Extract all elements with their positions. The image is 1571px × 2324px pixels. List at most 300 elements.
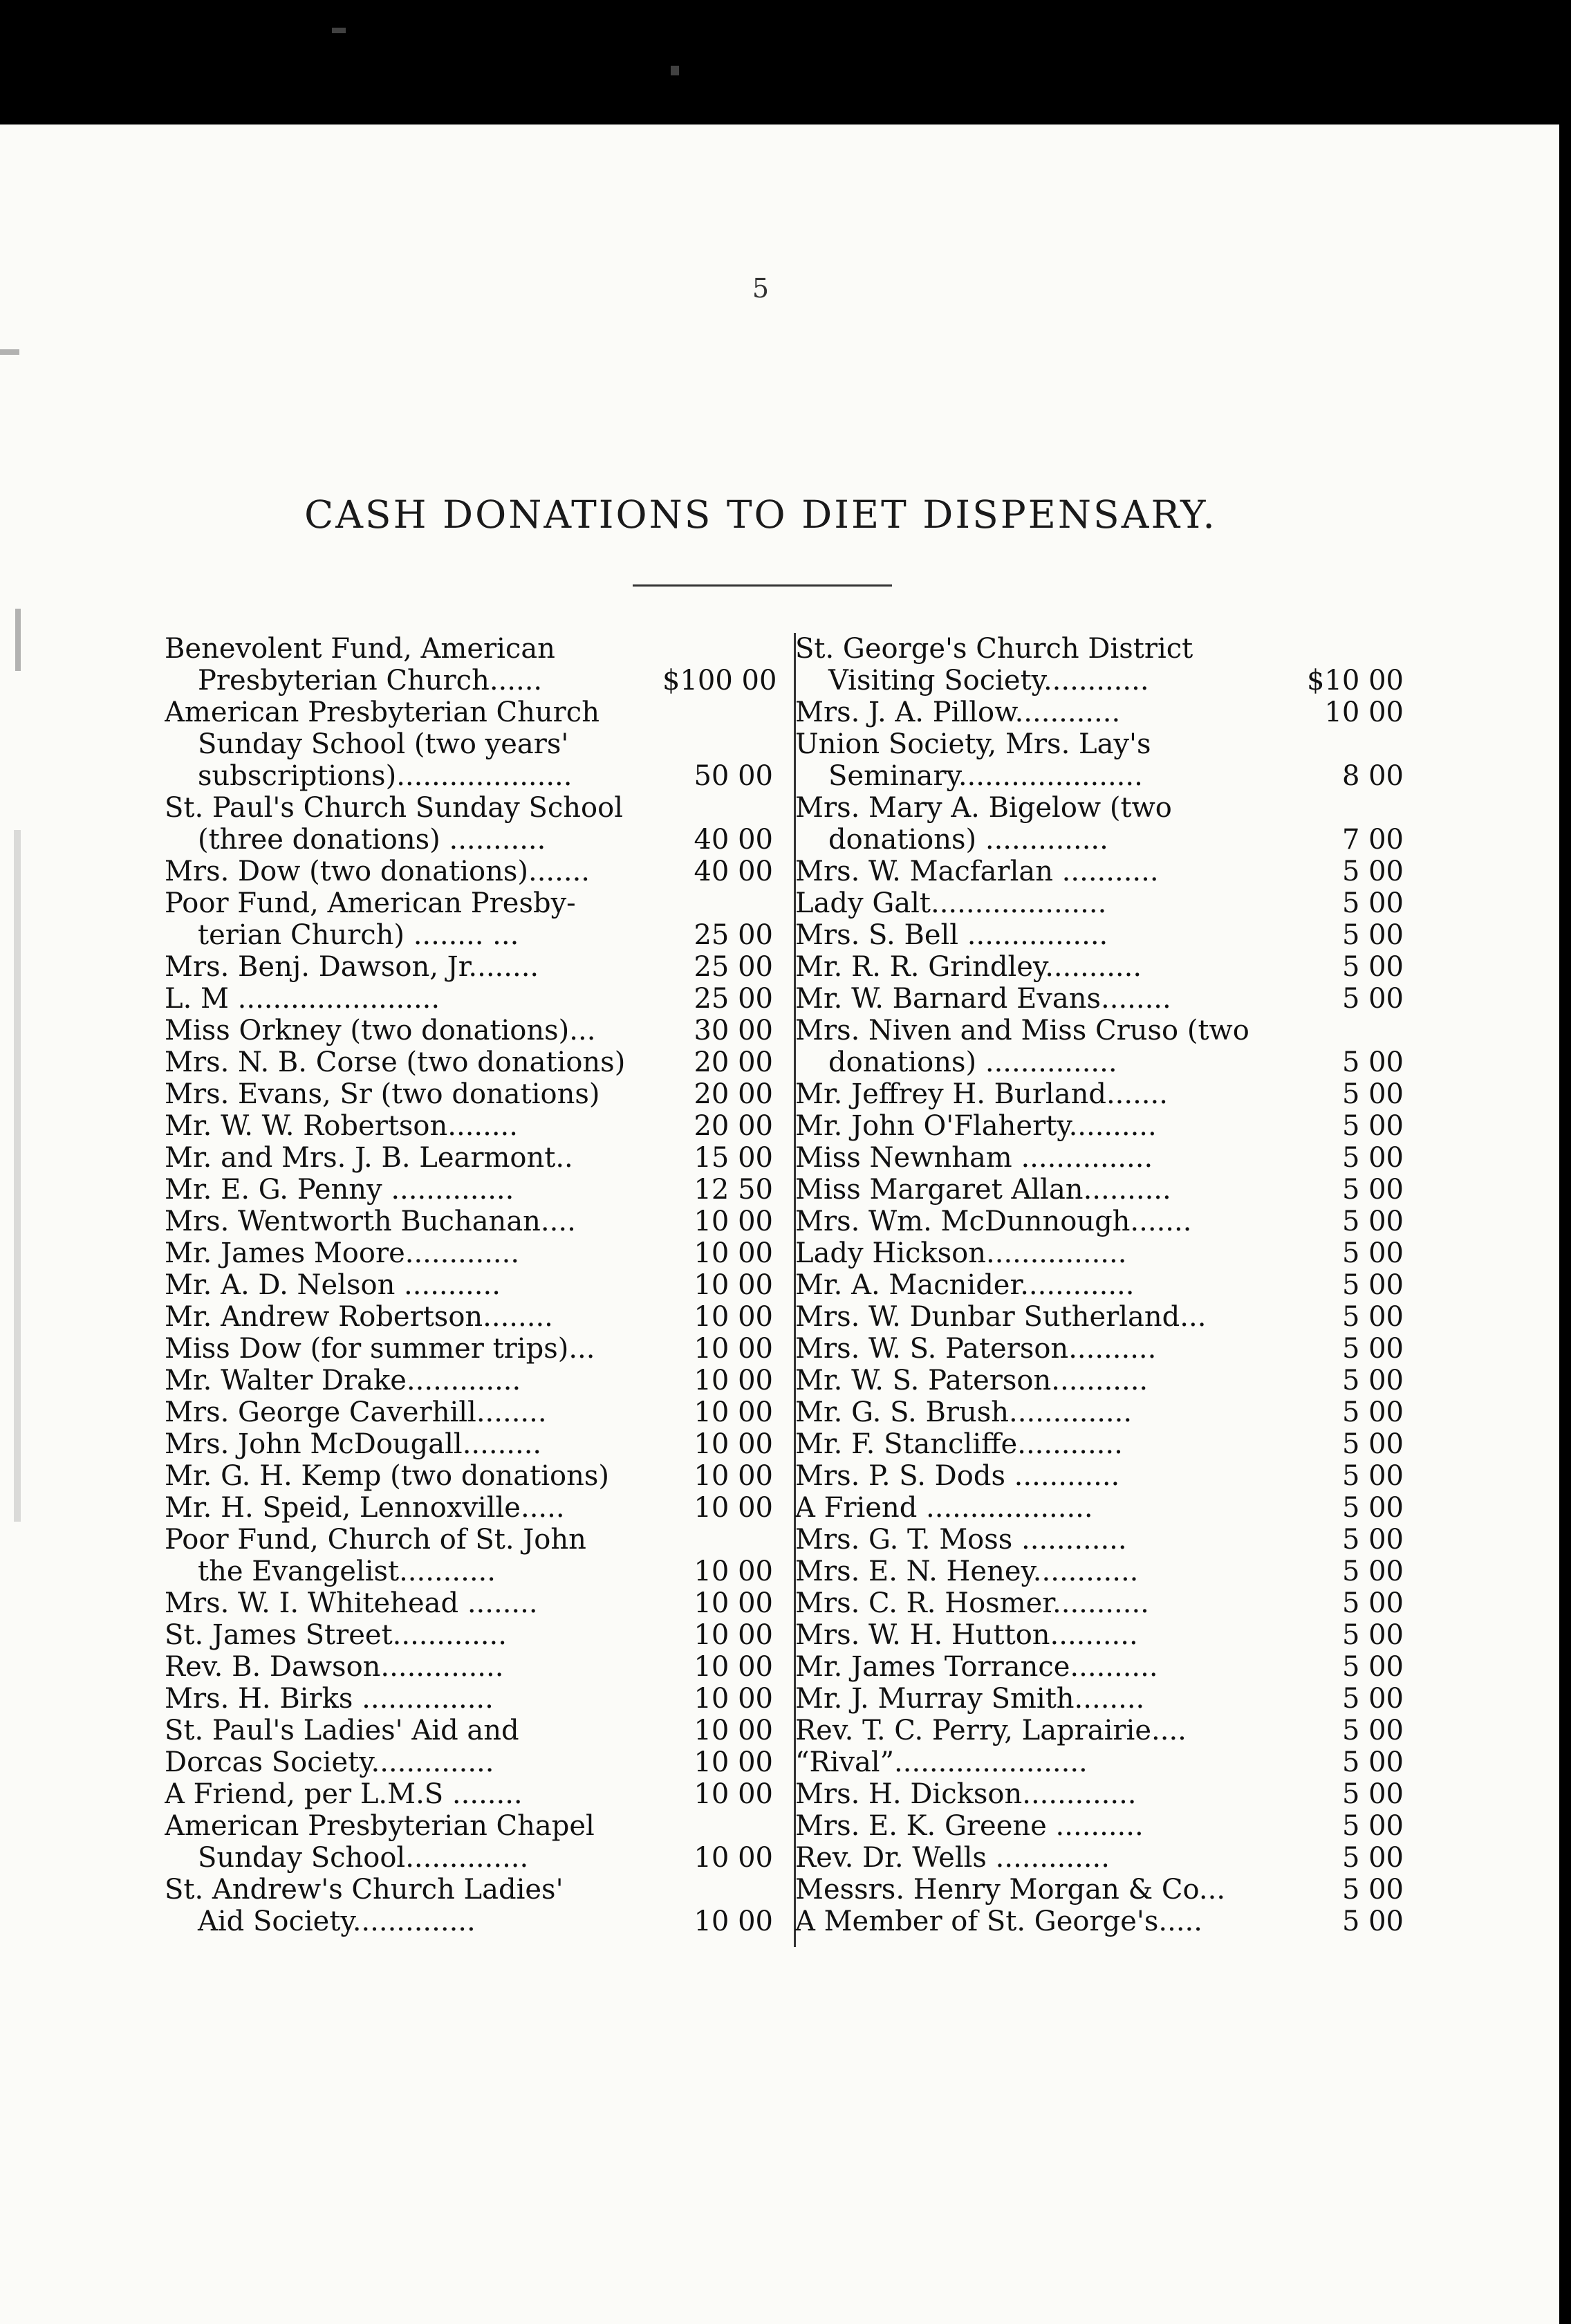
donor-name-line: Sunday School.............. — [198, 1842, 529, 1874]
donation-amount: 5 00 — [1341, 1492, 1404, 1524]
donor-name-line: Miss Orkney (two donations)... — [165, 1015, 596, 1046]
donor-name-line: A Friend ................... — [795, 1492, 1093, 1524]
donor-name — [795, 1078, 1293, 1110]
donation-amount: 5 00 — [1341, 1333, 1404, 1365]
donor-name-line: Miss Newnham ............... — [795, 1142, 1153, 1174]
donation-amount: 30 00 — [694, 1015, 773, 1046]
donation-entry — [795, 1587, 1404, 1619]
donation-entry — [795, 1110, 1404, 1142]
donor-name-line: subscriptions).................... — [198, 760, 573, 792]
donor-name-line: Mrs. G. T. Moss ............ — [795, 1524, 1127, 1556]
donation-amount: 10 00 — [694, 1301, 773, 1333]
donation-entry — [795, 1428, 1404, 1460]
donation-entry — [165, 1046, 773, 1078]
donor-name — [795, 887, 1293, 919]
donor-name-line: Lady Hickson................ — [795, 1237, 1127, 1269]
donation-entry — [165, 1651, 773, 1683]
donor-name-line: Union Society, Mrs. Lay's — [795, 728, 1151, 760]
donor-name — [795, 1683, 1293, 1715]
donation-entry — [165, 792, 773, 856]
donor-name-line: Mrs. George Caverhill........ — [165, 1396, 547, 1428]
donation-amount: 10 00 — [694, 1460, 773, 1492]
donation-amount: 10 00 — [694, 1906, 773, 1937]
donor-name-line: Mr. G. H. Kemp (two donations) — [165, 1460, 609, 1492]
donation-entry — [795, 1524, 1404, 1556]
donation-entry — [795, 697, 1404, 728]
donor-name-line: Poor Fund, Church of St. John — [165, 1524, 586, 1556]
donation-entry — [165, 633, 777, 697]
donor-name-line: Rev. Dr. Wells ............. — [795, 1842, 1110, 1874]
donor-name — [795, 1174, 1293, 1206]
donation-entry — [795, 983, 1404, 1015]
donor-name-line: Mrs. E. K. Greene .......... — [795, 1810, 1144, 1842]
donor-name — [795, 1396, 1293, 1428]
donor-name-line: Mrs. Wentworth Buchanan.... — [165, 1206, 576, 1237]
donor-name — [795, 697, 1293, 728]
donor-name-line: Lady Galt.................... — [795, 887, 1107, 919]
donor-name-line: donations) .............. — [828, 824, 1108, 856]
donation-entry — [165, 1874, 773, 1937]
donor-name — [165, 1301, 662, 1333]
donation-amount: 5 00 — [1341, 1524, 1404, 1556]
donation-amount: 10 00 — [694, 1333, 773, 1365]
donor-name-line: American Presbyterian Chapel — [165, 1810, 595, 1842]
donor-name — [795, 983, 1293, 1015]
donation-amount: 10 00 — [694, 1715, 773, 1746]
donation-amount: 5 00 — [1341, 919, 1404, 951]
left-donation-column — [165, 633, 777, 1937]
donor-name-line: Mr. James Torrance.......... — [795, 1651, 1158, 1683]
donor-name-line: “Rival”...................... — [795, 1746, 1088, 1778]
donor-name-line: Mr. H. Speid, Lennoxville..... — [165, 1492, 565, 1524]
donor-name-line: St. James Street............. — [165, 1619, 507, 1651]
donation-entry — [795, 1365, 1404, 1396]
title-rule — [633, 584, 892, 587]
donor-name — [795, 1810, 1293, 1842]
donation-amount: 5 00 — [1341, 1460, 1404, 1492]
donor-name — [165, 1874, 662, 1937]
donor-name — [165, 1460, 662, 1492]
donation-amount: 10 00 — [694, 1778, 773, 1810]
donor-name — [795, 1874, 1293, 1906]
scan-artifact — [15, 609, 21, 671]
donor-name-line: Mrs. C. R. Hosmer........... — [795, 1587, 1149, 1619]
donor-name — [795, 1015, 1293, 1078]
donor-name-line: Visiting Society............ — [828, 665, 1149, 697]
donor-name-line: A Friend, per L.M.S ........ — [165, 1778, 523, 1810]
donor-name — [795, 1587, 1293, 1619]
donor-name-line: L. M ....................... — [165, 983, 440, 1015]
donor-name-line: Mr. W. W. Robertson........ — [165, 1110, 518, 1142]
donation-entry — [795, 1333, 1404, 1365]
donor-name-line: Mrs. S. Bell ................ — [795, 919, 1108, 951]
scan-artifact — [14, 830, 21, 1522]
donation-entry — [165, 1174, 773, 1206]
donation-amount: 15 00 — [694, 1142, 773, 1174]
scan-artifact — [0, 349, 19, 355]
scan-artifact — [671, 66, 679, 75]
donor-name — [165, 1269, 662, 1301]
donation-entry — [795, 728, 1404, 792]
donation-amount: 5 00 — [1341, 1365, 1404, 1396]
donor-name-line: St. Paul's Ladies' Aid and — [165, 1715, 519, 1746]
donor-name-line: Mrs. E. N. Heney............ — [795, 1556, 1139, 1587]
donor-name — [795, 1237, 1293, 1269]
donation-amount: 5 00 — [1341, 1810, 1404, 1842]
donation-entry — [165, 1237, 773, 1269]
right-donation-column — [795, 633, 1404, 1937]
donation-entry — [165, 856, 773, 887]
donation-amount: 10 00 — [694, 1842, 773, 1874]
donor-name — [165, 1174, 662, 1206]
donor-name — [795, 1269, 1293, 1301]
donation-entry — [795, 1174, 1404, 1206]
donor-name — [795, 1715, 1293, 1746]
donor-name-line: Poor Fund, American Presby- — [165, 887, 576, 919]
donation-amount: 5 00 — [1341, 1237, 1404, 1269]
donor-name-line: Mrs. H. Dickson............. — [795, 1778, 1137, 1810]
donation-entry — [165, 1683, 773, 1715]
donor-name — [165, 1396, 662, 1428]
donor-name — [165, 1683, 662, 1715]
donation-entry — [165, 1396, 773, 1428]
donor-name-line: Mrs. W. H. Hutton.......... — [795, 1619, 1138, 1651]
donor-name — [165, 1492, 662, 1524]
donor-name — [795, 1619, 1293, 1651]
donation-amount: 5 00 — [1341, 1906, 1404, 1937]
donor-name — [165, 1587, 662, 1619]
donor-name-line: St. Andrew's Church Ladies' — [165, 1874, 564, 1906]
donation-amount: 25 00 — [694, 951, 773, 983]
donor-name — [165, 1110, 662, 1142]
donation-amount: 20 00 — [694, 1110, 773, 1142]
donor-name — [165, 1333, 662, 1365]
donor-name-line: Mr. R. R. Grindley........... — [795, 951, 1142, 983]
donor-name-line: Mr. J. Murray Smith........ — [795, 1683, 1145, 1715]
donor-name-line: Mrs. W. S. Paterson.......... — [795, 1333, 1157, 1365]
donation-amount: 10 00 — [694, 1746, 773, 1778]
donor-name-line: Mrs. Niven and Miss Cruso (two — [795, 1015, 1249, 1046]
donor-name — [795, 1333, 1293, 1365]
donor-name — [795, 1746, 1293, 1778]
donation-amount: 10 00 — [694, 1237, 773, 1269]
donation-amount: $10 00 — [1307, 665, 1404, 697]
donation-amount: 5 00 — [1341, 1301, 1404, 1333]
donor-name-line: Mrs. J. A. Pillow............ — [795, 697, 1121, 728]
donation-entry — [165, 1492, 773, 1524]
donation-entry — [795, 1142, 1404, 1174]
donor-name-line: Aid Society.............. — [198, 1906, 476, 1937]
donation-entry — [795, 1619, 1404, 1651]
donation-amount: 40 00 — [694, 856, 773, 887]
donor-name — [795, 1651, 1293, 1683]
donor-name-line: Rev. B. Dawson.............. — [165, 1651, 504, 1683]
donor-name-line: Mr. W. Barnard Evans........ — [795, 983, 1171, 1015]
donor-name — [165, 1746, 662, 1778]
donation-entry — [165, 1428, 773, 1460]
donation-entry — [165, 1524, 773, 1587]
donation-amount: 5 00 — [1341, 1746, 1404, 1778]
donor-name-line: American Presbyterian Church — [165, 697, 599, 728]
donor-name — [795, 1301, 1293, 1333]
donation-amount: 20 00 — [694, 1046, 773, 1078]
donation-amount: 40 00 — [694, 824, 773, 856]
donor-name-line: Mrs. W. Dunbar Sutherland... — [795, 1301, 1207, 1333]
donor-name — [165, 1810, 662, 1874]
donation-entry — [165, 1110, 773, 1142]
donor-name — [795, 1524, 1293, 1556]
donation-entry — [795, 951, 1404, 983]
donation-amount: 10 00 — [694, 1683, 773, 1715]
donor-name — [795, 1906, 1293, 1937]
donation-amount: 5 00 — [1341, 951, 1404, 983]
donor-name-line: Dorcas Society.............. — [165, 1746, 494, 1778]
donor-name-line: St. Paul's Church Sunday School — [165, 792, 624, 824]
donation-amount: $100 00 — [662, 665, 777, 697]
donation-amount: 5 00 — [1341, 1269, 1404, 1301]
donation-amount: 50 00 — [694, 760, 773, 792]
donation-entry — [795, 1460, 1404, 1492]
donor-name-line: Mrs. H. Birks ............... — [165, 1683, 494, 1715]
donation-entry — [165, 951, 773, 983]
donation-amount: 5 00 — [1341, 887, 1404, 919]
donor-name-line: the Evangelist........... — [198, 1556, 496, 1587]
donation-entry — [795, 1778, 1404, 1810]
donation-amount: 10 00 — [694, 1206, 773, 1237]
donation-amount: 5 00 — [1341, 1428, 1404, 1460]
donation-entry — [165, 1269, 773, 1301]
donation-amount: 25 00 — [694, 919, 773, 951]
donation-amount: 5 00 — [1341, 983, 1404, 1015]
donation-amount: 5 00 — [1341, 1619, 1404, 1651]
page-number: 5 — [752, 273, 770, 304]
donation-entry — [165, 1365, 773, 1396]
donor-name-line: Mrs. P. S. Dods ............ — [795, 1460, 1120, 1492]
donor-name-line: Mrs. Dow (two donations)....... — [165, 856, 590, 887]
donor-name-line: Mr. E. G. Penny .............. — [165, 1174, 514, 1206]
donor-name — [165, 856, 662, 887]
donor-name — [795, 1428, 1293, 1460]
donor-name-line: (three donations) ........... — [198, 824, 546, 856]
donation-amount: 5 00 — [1341, 1556, 1404, 1587]
donor-name — [795, 1206, 1293, 1237]
donor-name — [795, 1110, 1293, 1142]
donor-name — [795, 1778, 1293, 1810]
donation-entry — [165, 1746, 773, 1778]
donation-amount: 5 00 — [1341, 1396, 1404, 1428]
donation-entry — [165, 1715, 773, 1746]
donor-name — [165, 1237, 662, 1269]
donation-amount: 5 00 — [1341, 856, 1404, 887]
donation-entry — [165, 887, 773, 951]
donation-entry — [795, 1906, 1404, 1937]
donation-entry — [795, 1078, 1404, 1110]
donation-amount: 10 00 — [694, 1269, 773, 1301]
donor-name — [165, 1428, 662, 1460]
donor-name — [165, 697, 662, 792]
donor-name — [165, 1715, 662, 1746]
donation-amount: 5 00 — [1341, 1110, 1404, 1142]
donor-name-line: Mr. A. Macnider............. — [795, 1269, 1135, 1301]
donation-amount: 10 00 — [694, 1428, 773, 1460]
donation-amount: 5 00 — [1341, 1206, 1404, 1237]
donation-amount: 5 00 — [1341, 1874, 1404, 1906]
donor-name — [165, 792, 662, 856]
donation-entry — [795, 1237, 1404, 1269]
donor-name-line: Miss Margaret Allan.......... — [795, 1174, 1171, 1206]
donor-name — [165, 1651, 662, 1683]
donor-name-line: Rev. T. C. Perry, Laprairie.... — [795, 1715, 1187, 1746]
donor-name — [165, 1046, 662, 1078]
donation-entry — [795, 1874, 1404, 1906]
donation-entry — [165, 1460, 773, 1492]
donor-name — [165, 983, 662, 1015]
donor-name — [165, 1078, 662, 1110]
donation-amount: 5 00 — [1341, 1587, 1404, 1619]
donation-amount: 25 00 — [694, 983, 773, 1015]
donor-name — [795, 919, 1293, 951]
donor-name — [165, 1365, 662, 1396]
donation-entry — [165, 983, 773, 1015]
donor-name-line: Mr. W. S. Paterson........... — [795, 1365, 1149, 1396]
donation-entry — [795, 1206, 1404, 1237]
donor-name — [165, 1015, 662, 1046]
donor-name-line: Sunday School (two years' — [198, 728, 569, 760]
donor-name — [165, 1524, 662, 1587]
donor-name — [165, 1142, 662, 1174]
donor-name-line: Mr. Walter Drake............. — [165, 1365, 521, 1396]
donation-entry — [165, 697, 773, 792]
donation-amount: 5 00 — [1341, 1174, 1404, 1206]
donation-entry — [795, 1492, 1404, 1524]
donor-name-line: Messrs. Henry Morgan & Co... — [795, 1874, 1226, 1906]
donor-name-line: Mrs. Wm. McDunnough....... — [795, 1206, 1192, 1237]
donor-name-line: Mrs. W. I. Whitehead ........ — [165, 1587, 538, 1619]
donation-entry — [165, 1015, 773, 1046]
donation-entry — [165, 1142, 773, 1174]
donor-name — [795, 1365, 1293, 1396]
donation-amount: 10 00 — [1324, 697, 1404, 728]
donation-entry — [795, 1556, 1404, 1587]
donation-amount: 10 00 — [694, 1556, 773, 1587]
donation-entry — [795, 887, 1404, 919]
donation-entry — [165, 1778, 773, 1810]
donor-name-line: Mrs. N. B. Corse (two donations) — [165, 1046, 626, 1078]
donation-entry — [165, 1301, 773, 1333]
donation-entry — [795, 1396, 1404, 1428]
donor-name-line: Mrs. Benj. Dawson, Jr........ — [165, 951, 539, 983]
donation-entry — [795, 1810, 1404, 1842]
donation-entry — [795, 1301, 1404, 1333]
donor-name — [795, 728, 1293, 792]
donor-name-line: Mrs. Mary A. Bigelow (two — [795, 792, 1172, 824]
donor-name-line: Mrs. W. Macfarlan ........... — [795, 856, 1159, 887]
donor-name — [795, 1492, 1293, 1524]
donation-amount: 10 00 — [694, 1651, 773, 1683]
donation-entry — [165, 1078, 773, 1110]
page-title: CASH DONATIONS TO DIET DISPENSARY. — [304, 492, 1217, 537]
scan-artifact — [332, 28, 346, 33]
donation-entry — [795, 792, 1404, 856]
donation-amount: 12 50 — [694, 1174, 773, 1206]
donation-amount: 10 00 — [694, 1587, 773, 1619]
donation-entry — [795, 1715, 1404, 1746]
donation-entry — [165, 1587, 773, 1619]
donation-amount: 5 00 — [1341, 1715, 1404, 1746]
donation-entry — [795, 1015, 1404, 1078]
donation-entry — [165, 1619, 773, 1651]
donor-name-line: Presbyterian Church...... — [198, 665, 543, 697]
donation-entry — [795, 1269, 1404, 1301]
donation-amount: 5 00 — [1341, 1651, 1404, 1683]
donor-name-line: donations) ............... — [828, 1046, 1117, 1078]
donor-name — [795, 1556, 1293, 1587]
donation-amount: 10 00 — [694, 1365, 773, 1396]
donor-name-line: Mr. G. S. Brush.............. — [795, 1396, 1133, 1428]
donation-entry — [795, 633, 1404, 697]
donation-amount: 5 00 — [1341, 1046, 1404, 1078]
donation-entry — [795, 1651, 1404, 1683]
donation-amount: 20 00 — [694, 1078, 773, 1110]
donor-name-line: Benevolent Fund, American — [165, 633, 555, 665]
donation-entry — [165, 1206, 773, 1237]
donation-amount: 5 00 — [1341, 1778, 1404, 1810]
donation-entry — [795, 1683, 1404, 1715]
donor-name — [795, 856, 1293, 887]
donation-amount: 5 00 — [1341, 1842, 1404, 1874]
donor-name-line: Mrs. John McDougall......... — [165, 1428, 542, 1460]
donor-name-line: Mr. James Moore............. — [165, 1237, 520, 1269]
donor-name — [795, 633, 1293, 697]
donor-name — [165, 1778, 662, 1810]
donor-name-line: Mr. John O'Flaherty.......... — [795, 1110, 1157, 1142]
donor-name-line: Mr. A. D. Nelson ........... — [165, 1269, 501, 1301]
donation-amount: 7 00 — [1341, 824, 1404, 856]
donor-name — [165, 887, 662, 951]
donor-name-line: Mr. Andrew Robertson........ — [165, 1301, 553, 1333]
donor-name-line: Mr. Jeffrey H. Burland....... — [795, 1078, 1168, 1110]
donation-amount: 5 00 — [1341, 1142, 1404, 1174]
donor-name — [165, 1619, 662, 1651]
donation-amount: 10 00 — [694, 1492, 773, 1524]
donor-name-line: Mr. and Mrs. J. B. Learmont.. — [165, 1142, 573, 1174]
donor-name-line: A Member of St. George's..... — [795, 1906, 1202, 1937]
donation-entry — [165, 1333, 773, 1365]
donor-name-line: Mrs. Evans, Sr (two donations) — [165, 1078, 600, 1110]
donation-entry — [795, 1746, 1404, 1778]
donor-name — [165, 951, 662, 983]
donation-amount: 8 00 — [1341, 760, 1404, 792]
donor-name — [165, 633, 662, 697]
donation-amount: 5 00 — [1341, 1683, 1404, 1715]
donor-name — [795, 951, 1293, 983]
donation-amount: 5 00 — [1341, 1078, 1404, 1110]
donor-name-line: Miss Dow (for summer trips)... — [165, 1333, 595, 1365]
donor-name — [165, 1206, 662, 1237]
donor-name — [795, 1142, 1293, 1174]
donor-name — [795, 792, 1293, 856]
donation-entry — [795, 1842, 1404, 1874]
donor-name-line: terian Church) ........ ... — [198, 919, 519, 951]
donation-entry — [165, 1810, 773, 1874]
donor-name — [795, 1842, 1293, 1874]
donor-name-line: Seminary..................... — [828, 760, 1143, 792]
donation-entry — [795, 919, 1404, 951]
donor-name — [795, 1460, 1293, 1492]
donor-name-line: Mr. F. Stancliffe............ — [795, 1428, 1123, 1460]
donation-amount: 10 00 — [694, 1396, 773, 1428]
donation-entry — [795, 856, 1404, 887]
